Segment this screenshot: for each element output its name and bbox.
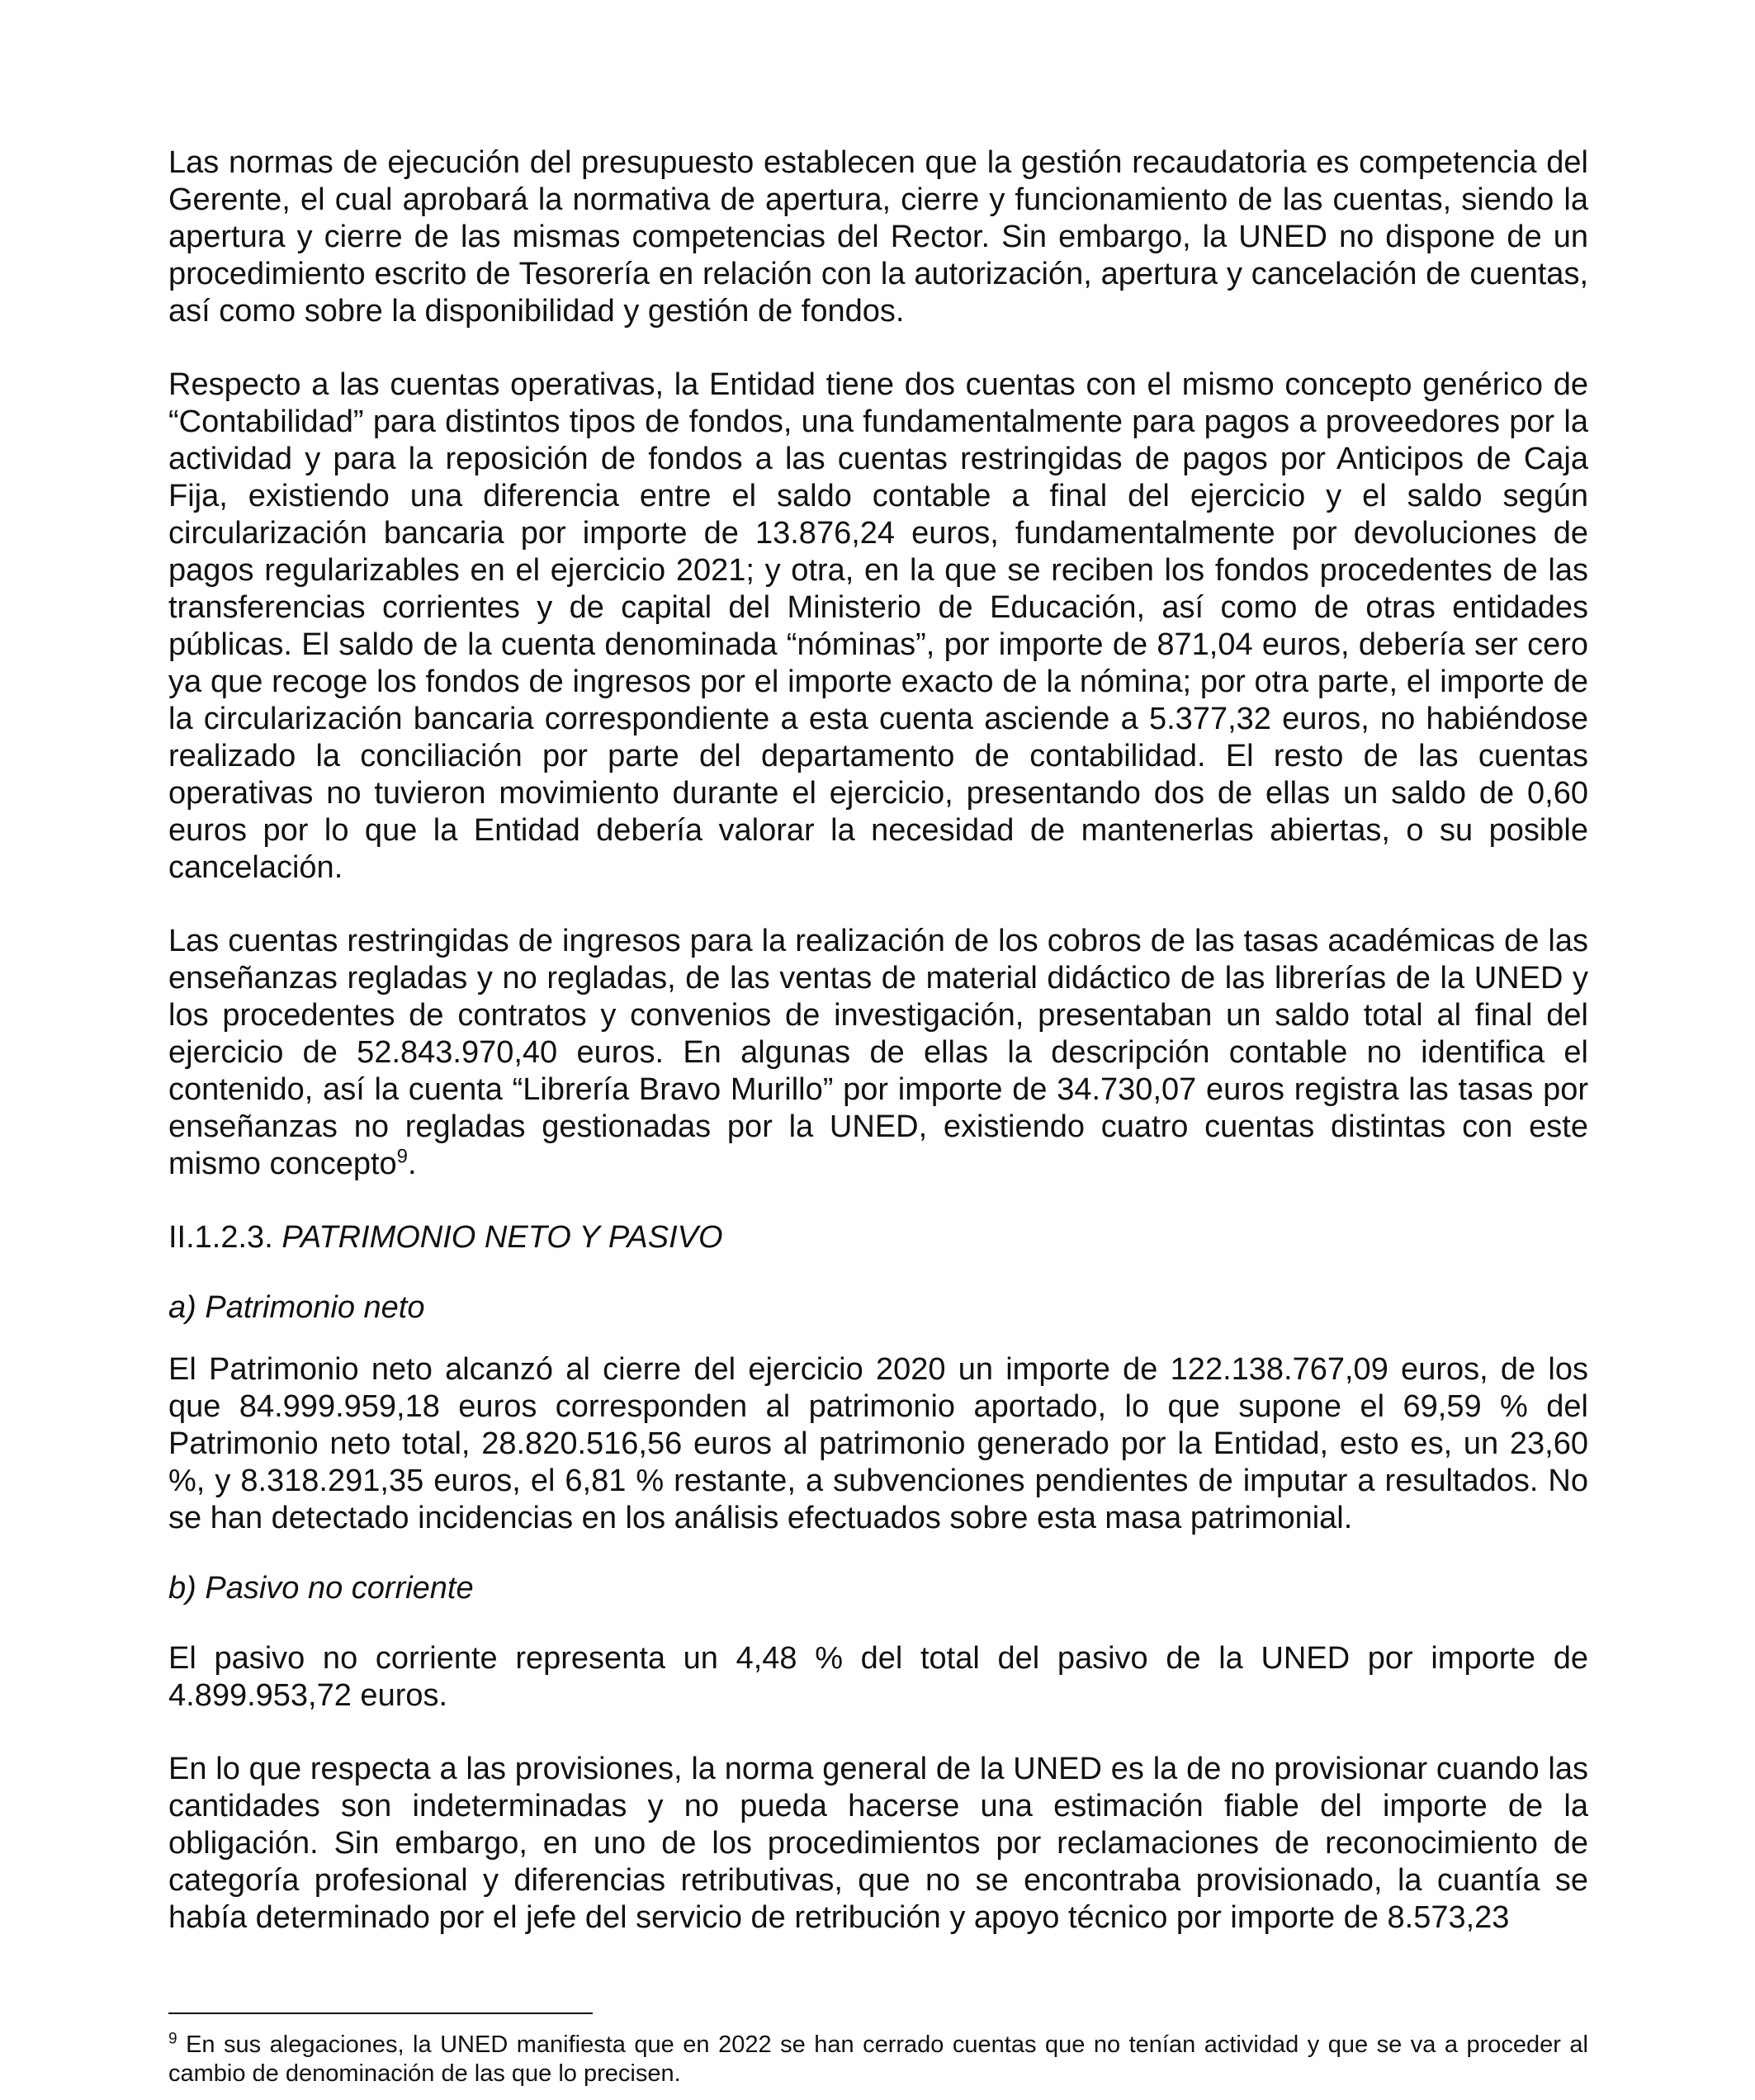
subheading-pasivo-no-corriente: b) Pasivo no corriente <box>168 1571 474 1606</box>
document-body <box>168 144 1588 1937</box>
footnote-number: 9 <box>168 2030 177 2048</box>
paragraph-provisions: En lo que respecta a las provisiones, la norma general de la UNED es la de no provisionar cuando las cantidades son indeterminadas y no pueda hacerse una estimación fiable del importe de la obligación. Sin embargo, en uno de los procedimientos por reclamaciones de reconocimiento de categoría profesional y diferencias retributivas, que no se encontraba provisionado, la cuantía se había determinado por el jefe del servicio de retribución y apoyo técnico por importe de 8.573,23 <box>168 1752 1588 1935</box>
paragraph-restricted-accounts-end: . <box>408 1147 417 1181</box>
footnote-text: En sus alegaciones, la UNED manifiesta que en 2022 se han cerrado cuentas que no tenían actividad y que se va a proceder al cambio de denominación de las que lo precisen. <box>168 2031 1588 2087</box>
paragraph-treasury-procedure: Las normas de ejecución del presupuesto establecen que la gestión recaudatoria es competencia del Gerente, el cual aprobará la normativa de apertura, cierre y funcionamiento de las cuentas, siendo la apertura y cierre de las mismas competencias del Rector. Sin embargo, la UNED no dispone de un procedimiento escrito de Tesorería en relación con la autorización, apertura y cancelación de cuentas, así como sobre la disponibilidad y gestión de fondos. <box>168 145 1588 329</box>
subheading-patrimonio-neto: a) Patrimonio neto <box>168 1290 425 1325</box>
section-title: PATRIMONIO NETO Y PASIVO <box>281 1220 723 1255</box>
paragraph-restricted-accounts-text: Las cuentas restringidas de ingresos para la realización de los cobros de las tasas académicas de las enseñanzas regladas y no regladas, de las ventas de material didáctico de las librerías de la UNED y los procedentes de contratos y convenios de investigación, presentaban un saldo total al final del ejercicio de 52.843.970,40 euros. En algunas de ellas la descripción contable no identifica el contenido, así la cuenta “Librería Bravo Murillo” por importe de 34.730,07 euros registra las tasas por enseñanzas no regladas gestionadas por la UNED, existiendo cuatro cuentas distintas con este mismo concepto <box>168 924 1588 1181</box>
footnote-divider <box>168 2012 593 2014</box>
section-number: II.1.2.3. <box>168 1220 273 1255</box>
paragraph-restricted-accounts <box>168 923 1588 1183</box>
footnote <box>168 2031 1588 2088</box>
section-heading <box>168 1219 1588 1256</box>
paragraph-operating-accounts: Respecto a las cuentas operativas, la Entidad tiene dos cuentas con el mismo concepto genérico de “Contabilidad” para distintos tipos de fondos, una fundamentalmente para pagos a proveedores por la actividad y para la reposición de fondos a las cuentas restringidas de pagos por Anticipos de Caja Fija, existiendo una diferencia entre el saldo contable a final del ejercicio y el saldo según circularización bancaria por importe de 13.876,24 euros, fundamentalmente por devoluciones de pagos regularizables en el ejercicio 2021; y otra, en la que se reciben los fondos procedentes de las transferencias corrientes y de capital del Ministerio de Educación, así como de otras entidades públicas. El saldo de la cuenta denominada “nóminas”, por importe de 871,04 euros, debería ser cero ya que recoge los fondos de ingresos por el importe exacto de la nómina; por otra parte, el importe de la circularización bancaria correspondiente a esta cuenta asciende a 5.377,32 euros, no habiéndose realizado la conciliación por parte del departamento de contabilidad. El resto de las cuentas operativas no tuvieron movimiento durante el ejercicio, presentando dos de ellas un saldo de 0,60 euros por lo que la Entidad debería valorar la necesidad de mantenerlas abiertas, o su posible cancelación. <box>168 367 1588 885</box>
paragraph-net-equity: El Patrimonio neto alcanzó al cierre del ejercicio 2020 un importe de 122.138.767,09 euros, de los que 84.999.959,18 euros corresponden al patrimonio aportado, lo que supone el 69,59 % del Patrimonio neto total, 28.820.516,56 euros al patrimonio generado por la Entidad, esto es, un 23,60 %, y 8.318.291,35 euros, el 6,81 % restante, a subvenciones pendientes de imputar a resultados. No se han detectado incidencias en los análisis efectuados sobre esta masa patrimonial. <box>168 1352 1588 1535</box>
paragraph-non-current-liabilities: El pasivo no corriente representa un 4,48 % del total del pasivo de la UNED por importe de 4.899.953,72 euros. <box>168 1641 1588 1713</box>
footnote-reference[interactable]: 9 <box>396 1145 409 1168</box>
